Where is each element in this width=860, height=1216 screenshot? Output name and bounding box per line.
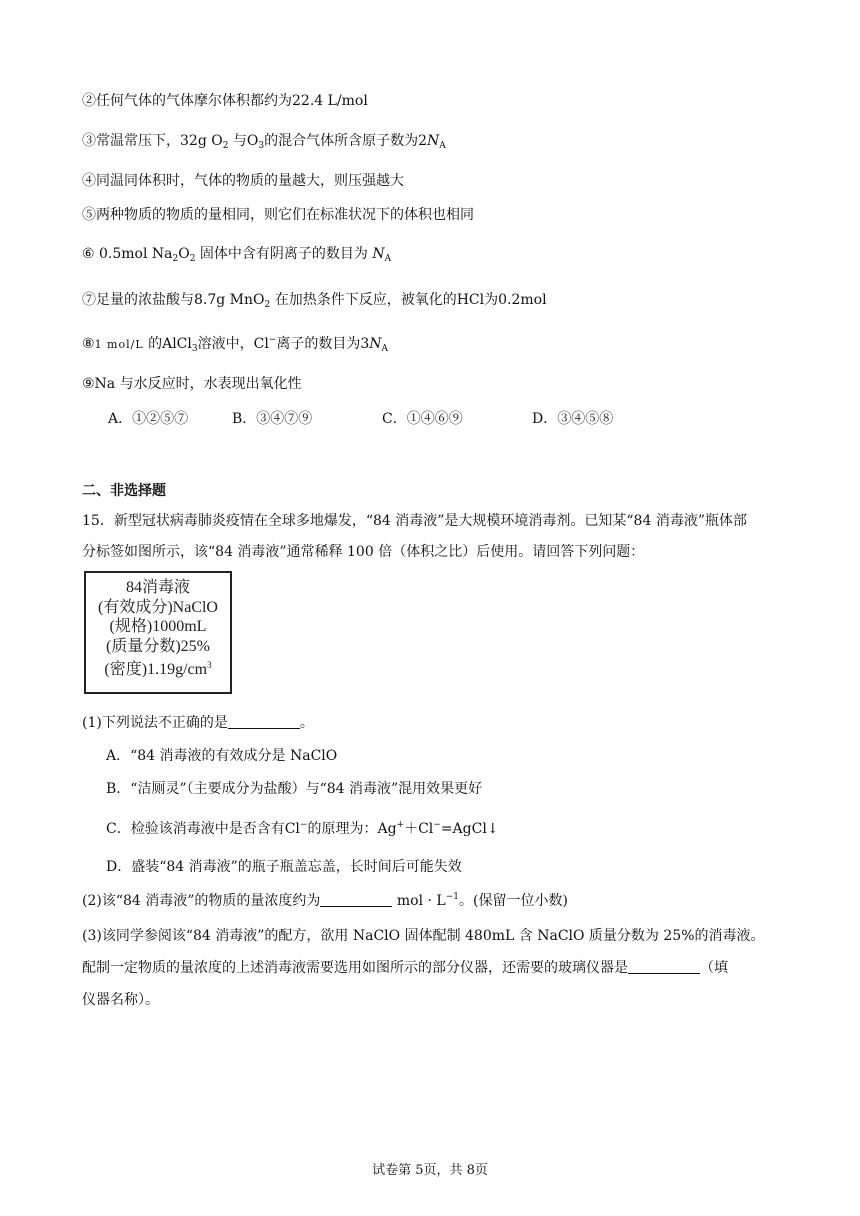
label-sup: 3: [207, 660, 212, 670]
s6-part: O: [178, 246, 190, 262]
s6-part: 固体中含有阴离子的数目为: [195, 246, 373, 262]
q14-option-c[interactable]: C．①④⑥⑨: [382, 411, 463, 427]
statement-7: [82, 289, 547, 310]
optc-sup: +: [396, 820, 405, 830]
p2-unit: mol · L: [392, 893, 446, 909]
s7-sub: 2: [264, 300, 271, 310]
q15-option-d[interactable]: D．盛装“84 消毒液”的瓶子瓶盖忘盖，长时间后可能失效: [106, 859, 462, 875]
q15-option-b[interactable]: B．“洁厕灵”（主要成分为盐酸）与“84 消毒液”混用效果更好: [106, 781, 483, 797]
s3-part: 的混合气体所含原子数为2: [264, 133, 428, 149]
p2-text: (2)该“84 消毒液”的物质的量浓度约为: [82, 893, 321, 909]
s3-part: 与O: [228, 133, 259, 149]
q15-option-c[interactable]: [106, 818, 499, 838]
optc-sup: −: [433, 820, 441, 830]
q15-part-3-line-2: [82, 957, 728, 977]
statement-8: [82, 333, 388, 354]
statement-6: [82, 243, 391, 264]
q14-option-b[interactable]: B．③④⑦⑨: [232, 411, 313, 427]
optc-sup: −: [299, 820, 308, 830]
s3-sub: 3: [258, 141, 265, 151]
s8-part: 溶液中，Cl: [197, 336, 269, 352]
q15-part-1: [82, 712, 314, 732]
p3-end: （填: [700, 960, 728, 976]
label-line: (质量分数)25%: [106, 637, 210, 655]
s7-part: 在加热条件下反应，被氧化的HCl为0.2mol: [270, 292, 547, 308]
section-title: 二、非选择题: [82, 483, 166, 499]
statement-4: [82, 170, 404, 190]
p3-text: 配制一定物质的量浓度的上述消毒液需要选用如图所示的部分仪器，还需要的玻璃仪器是: [82, 960, 628, 976]
statement-5-text: ⑤两种物质的物质的量相同，则它们在标准状况下的体积也相同: [82, 207, 474, 223]
optc-part: C．检验该消毒液中是否含有Cl: [106, 821, 300, 837]
answer-blank[interactable]: [228, 714, 300, 729]
optc-part: =AgCl↓: [440, 821, 499, 837]
optc-part: ＋Cl: [404, 821, 434, 837]
statement-3: [82, 130, 446, 151]
product-label-figure: [84, 571, 232, 694]
label-density: (密度)1.19g/cm: [104, 661, 208, 678]
q14-option-d[interactable]: D．③④⑤⑧: [532, 411, 614, 427]
statement-9: [82, 373, 302, 393]
answer-blank[interactable]: [320, 892, 392, 907]
optc-part: 的原理为：Ag: [307, 821, 397, 837]
s3-sub: A: [439, 141, 446, 151]
s8-sub: 3: [191, 344, 198, 354]
p1-end: 。: [299, 715, 314, 731]
s3-sub: 2: [222, 141, 229, 151]
s8-conc: 1 mol/L: [94, 338, 144, 351]
q14-option-a[interactable]: A．①②⑤⑦: [108, 411, 189, 427]
s8-part: 离子的数目为3: [276, 336, 370, 352]
s6-part: ⑥ 0.5mol Na: [82, 246, 173, 262]
statement-4-text: ④同温同体积时，气体的物质的量越大，则压强越大: [82, 173, 404, 189]
q15-part-2: [82, 890, 568, 910]
label-line: (有效成分)NaClO: [98, 598, 218, 616]
s8-sub: A: [381, 344, 389, 354]
s6-sub: 2: [172, 254, 179, 264]
label-line: (规格)1000mL: [109, 618, 207, 635]
q15-stem-line-2: 分标签如图所示，该“84 消毒液”通常稀释 100 倍（体积之比）后使用。请回答下列问题：: [82, 544, 645, 560]
p2-sup: −1: [445, 892, 459, 902]
p2-end: 。(保留一位小数): [458, 893, 568, 909]
s3-na: N: [427, 133, 440, 149]
q15-option-a[interactable]: A．“84 消毒液的有效成分是 NaClO: [106, 748, 338, 764]
statement-9-text: ⑨Na 与水反应时，水表现出氧化性: [82, 376, 302, 392]
label-line: [86, 656, 230, 680]
statement-5: [82, 204, 474, 224]
s6-na: N: [372, 246, 385, 262]
label-line: 84消毒液: [125, 579, 190, 596]
q15-part-3-line-3: 仪器名称）。: [82, 992, 159, 1008]
s8-part: ⑧: [82, 336, 95, 352]
page-footer: 试卷第 5页，共 8页: [372, 1163, 488, 1178]
q15-stem-line-1: 15．新型冠状病毒肺炎疫情在全球多地爆发，“84 消毒液”是大规模环境消毒剂。已知某“84 消毒液”瓶体部: [82, 513, 747, 529]
q15-part-3-line-1: (3)该同学参阅该“84 消毒液”的配方，欲用 NaClO 固体配制 480mL 含 NaClO 质量分数为 25%的消毒液。: [82, 928, 765, 944]
s3-part: ③常温常压下，32g O: [82, 133, 223, 149]
s6-sub: 2: [189, 254, 196, 264]
s8-sup: −: [268, 335, 277, 345]
statement-2: [82, 90, 368, 110]
s6-sub: A: [384, 254, 392, 264]
s7-part: ⑦足量的浓盐酸与8.7g MnO: [82, 292, 265, 308]
s8-na: N: [369, 336, 382, 352]
s8-part: 的AlCl: [143, 336, 192, 352]
p1-text: (1)下列说法不正确的是: [82, 715, 228, 731]
answer-blank[interactable]: [628, 959, 700, 974]
statement-2-text: ②任何气体的气体摩尔体积都约为22.4 L/mol: [82, 93, 368, 109]
